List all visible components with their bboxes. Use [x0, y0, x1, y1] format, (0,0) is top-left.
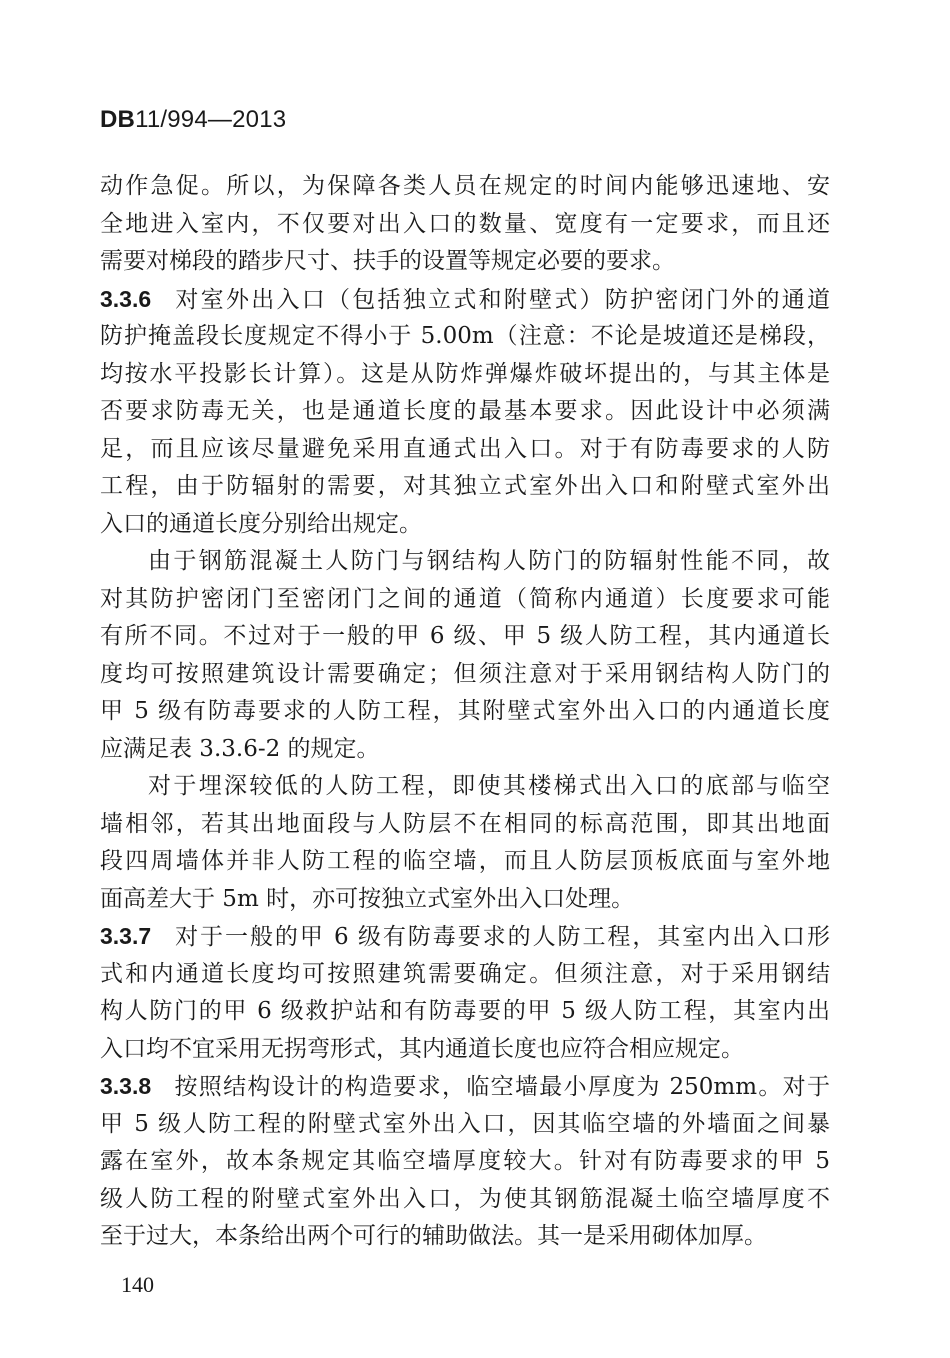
text-line: 入口的通道长度分别给出规定。 [100, 510, 422, 537]
text-line: 段四周墙体并非人防工程的临空墙，而且人防层顶板底面与室外地 [100, 848, 830, 874]
section-number: 3.3.6 [100, 285, 152, 312]
text-line: 全地进入室内，不仅要对出入口的数量、宽度有一定要求，而且还 [100, 210, 830, 237]
standard-code-prefix: DB [100, 106, 136, 133]
text-line: 由于钢筋混凝土人防门与钢结构人防门的防辐射性能不同，故 [148, 548, 830, 574]
text-line: 度均可按照建筑设计需要确定；但须注意对于采用钢结构人防门的 [100, 660, 830, 687]
section-number: 3.3.8 [100, 1073, 152, 1099]
section-3-3-7-first-line [100, 918, 830, 956]
text-line: 足，而且应该尽量避免采用直通式出入口。对于有防毒要求的人防 [100, 435, 830, 462]
text-line: 墙相邻，若其出地面段与人防层不在相同的标高范围，即其出地面 [100, 810, 830, 837]
text-line: 式和内通道长度均可按照建筑需要确定。但须注意，对于采用钢结 [100, 960, 830, 987]
text-line: 构人防门的甲 6 级救护站和有防毒要的甲 5 级人防工程，其室内出 [100, 998, 830, 1024]
text-line: 有所不同。不过对于一般的甲 6 级、甲 5 级人防工程，其内通道长 [100, 623, 830, 649]
text-line: 动作急促。所以，为保障各类人员在规定的时间内能够迅速地、安 [100, 173, 830, 199]
text-line: 对于一般的甲 6 级有防毒要求的人防工程，其室内出入口形 [173, 924, 830, 950]
text-line: 入口均不宜采用无拐弯形式，其内通道长度也应符合相应规定。 [100, 1035, 744, 1062]
text-line: 面高差大于 5m 时，亦可按独立式室外出入口处理。 [100, 885, 635, 912]
text-line: 对其防护密闭门至密闭门之间的通道（简称内通道）长度要求可能 [100, 585, 830, 612]
text-line: 均按水平投影长计算）。这是从防炸弹爆炸破坏提出的，与其主体是 [100, 360, 830, 387]
standard-code-number: 11/994—2013 [135, 106, 287, 133]
section-3-3-6-first-line [100, 281, 830, 319]
section-number: 3.3.7 [100, 923, 152, 949]
text-line: 甲 5 级有防毒要求的人防工程，其附壁式室外出入口的内通道长度 [100, 698, 830, 724]
text-line: 应满足表 3.3.6-2 的规定。 [100, 735, 380, 762]
standard-code-header [100, 106, 286, 134]
section-3-3-8-first-line [100, 1068, 830, 1106]
text-line: 甲 5 级人防工程的附壁式室外出入口，因其临空墙的外墙面之间暴 [100, 1110, 830, 1137]
text-line: 否要求防毒无关，也是通道长度的最基本要求。因此设计中必须满 [100, 398, 830, 424]
text-line: 露在室外，故本条规定其临空墙厚度较大。针对有防毒要求的甲 5 [100, 1148, 830, 1174]
body-text [100, 168, 830, 1256]
text-line: 需要对梯段的踏步尺寸、扶手的设置等规定必要的要求。 [100, 248, 675, 274]
text-line: 对于埋深较低的人防工程，即使其楼梯式出入口的底部与临空 [148, 773, 830, 799]
text-line: 按照结构设计的构造要求，临空墙最小厚度为 250mm。对于 [173, 1074, 830, 1100]
text-line: 级人防工程的附壁式室外出入口，为使其钢筋混凝土临空墙厚度不 [100, 1185, 830, 1212]
text-line: 对室外出入口（包括独立式和附壁式）防护密闭门外的通道 [173, 286, 830, 313]
text-line: 防护掩盖段长度规定不得小于 5.00m（注意：不论是坡道还是梯段， [100, 323, 830, 349]
text-line: 工程，由于防辐射的需要，对其独立式室外出入口和附壁式室外出 [100, 473, 830, 499]
text-line: 至于过大，本条给出两个可行的辅助做法。其一是采用砌体加厚。 [100, 1223, 767, 1249]
page-number: 140 [121, 1272, 154, 1297]
